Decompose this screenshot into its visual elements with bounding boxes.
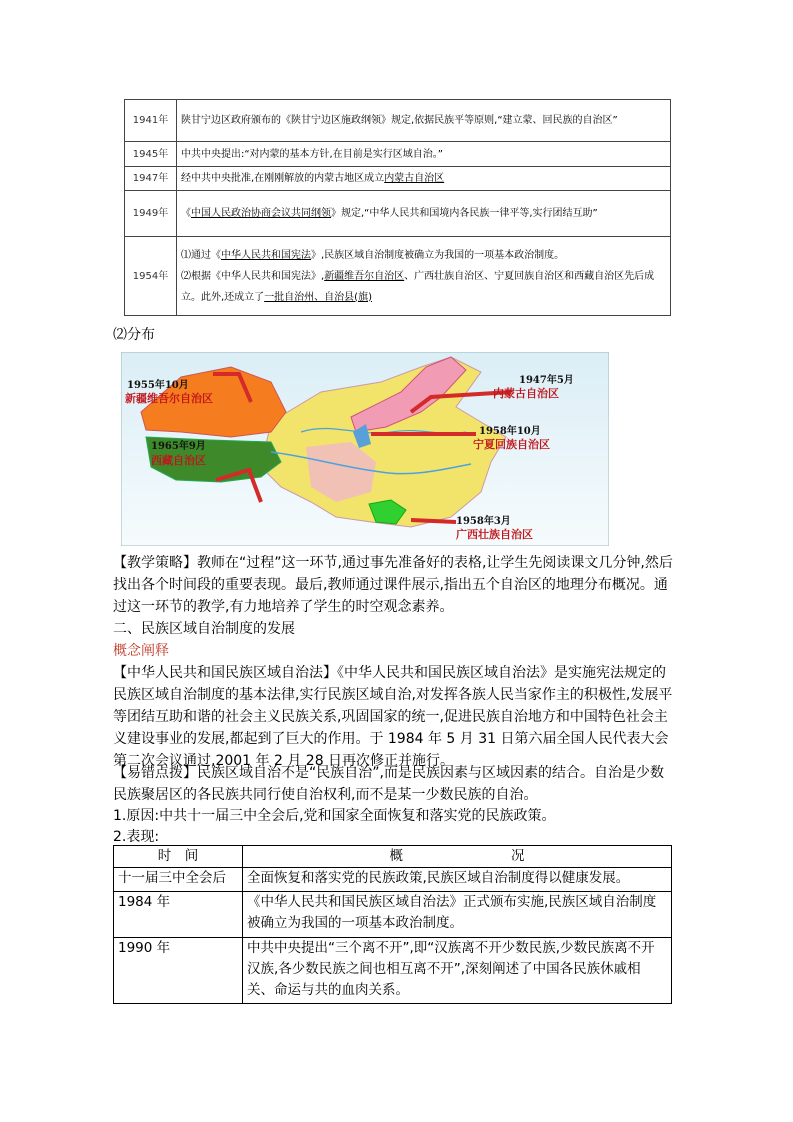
- event-cell: [177, 167, 671, 191]
- table-row: [125, 191, 671, 237]
- table-header-row: [114, 846, 672, 868]
- desc-cell: 《中华人民共和国民族区域自治法》正式颁布实施,民族区域自治制度被确立为我国的一项基本政治制度。: [243, 892, 672, 938]
- event-underlined-text: 内蒙古自治区: [384, 173, 445, 184]
- year-cell: 1945年: [125, 142, 177, 167]
- event-line: [181, 266, 666, 308]
- table-row: [125, 100, 671, 142]
- year-cell: 1954年: [125, 237, 177, 316]
- table-row: [125, 167, 671, 191]
- table-row: [114, 892, 672, 938]
- guangxi-name-label: 广西壮族自治区: [456, 528, 533, 541]
- history-table: [124, 99, 671, 316]
- time-cell: 1984 年: [114, 892, 243, 938]
- event-underlined-text: 一批自治州、自治县(旗): [264, 291, 372, 303]
- inner-mongolia-name-label: 内蒙古自治区: [493, 387, 559, 400]
- teaching-strategy-paragraph: 【教学策略】教师在“过程”这一环节,通过事先准备好的表格,让学生先阅读课文几分钟,然后找出各个时间段的重要表现。最后,教师通过课件展示,指出五个自治区的地理分布概况。通过这一环节的教学,有力地培养了学生的时空观念素养。: [113, 555, 673, 615]
- ningxia-name-label: 宁夏回族自治区: [473, 438, 550, 451]
- event-text: 经中共中央批准,在刚刚解放的内蒙古地区成立: [181, 173, 385, 184]
- event-text: 《: [181, 208, 191, 219]
- tibet-name-label: 西藏自治区: [151, 454, 206, 467]
- ningxia-date-label: 1958年10月: [479, 426, 541, 437]
- reason-line: 1.原因:中共十一届三中全会后,党和国家全面恢复和落实党的民族政策。: [113, 808, 556, 824]
- easy-error-paragraph: 【易错点拨】民族区域自治不是“民族自治”,而是民族因素与区域因素的结合。自治是少数民族聚居区的各民族共同行使自治权利,而不是某一少数民族的自治。: [113, 765, 664, 803]
- performance-line: 2.表现:: [113, 829, 160, 845]
- xinjiang-date-label: 1955年10月: [127, 380, 189, 391]
- event-underlined-text: 中国人民政治协商会议共同纲领: [191, 208, 331, 219]
- header-desc: 概 况: [243, 846, 672, 868]
- law-paragraph: 【中华人民共和国民族区域自治法】《中华人民共和国民族区域自治法》是实施宪法规定的民族区域自治制度的基本法律,实行民族区域自治,对发挥各族人民当家作主的积极性,发展平等团结互助和谐的社会主义民族关系,巩固国家的统一,促进民族自治地方和中国特色社会主义建设事业的发展,都起到了巨大的作用。于 1984 年 5 月 31 日第六届全国人民代表大会第二次会议通过,2001 年 2 月 28 日再次修正并施行。: [113, 665, 673, 769]
- event-text: 、广西壮族自治区、宁夏回族自治区和西藏自治区先后成立。此外,还成立了: [181, 270, 655, 303]
- event-cell: [177, 191, 671, 237]
- autonomous-regions-map: [121, 352, 609, 546]
- development-table: [113, 845, 672, 1004]
- inner-mongolia-date-label: 1947年5月: [519, 375, 574, 386]
- header-time: 时 间: [114, 846, 243, 868]
- table-row: [125, 237, 671, 316]
- table-row: [125, 142, 671, 167]
- table-row: [114, 938, 672, 1004]
- concept-heading: 概念阐释: [113, 643, 169, 659]
- event-text: 》规定,“中华人民共和国境内各民族一律平等,实行团结互助”: [331, 208, 598, 219]
- tibet-date-label: 1965年9月: [151, 441, 206, 452]
- event-text: 》,民族区域自治制度被确立为我国的一项基本政治制度。: [311, 249, 565, 261]
- year-cell: 1949年: [125, 191, 177, 237]
- event-text: ⑴通过《: [181, 249, 221, 261]
- guangxi-date-label: 1958年3月: [456, 516, 511, 527]
- year-cell: 1947年: [125, 167, 177, 191]
- event-underlined-text: 新疆维吾尔自治区: [324, 270, 405, 282]
- table-row: [114, 868, 672, 892]
- xinjiang-name-label: 新疆维吾尔自治区: [125, 392, 213, 405]
- time-cell: 十一届三中全会后: [114, 868, 243, 892]
- event-underlined-text: 中华人民共和国宪法: [221, 249, 311, 261]
- desc-cell: 中共中央提出“三个离不开”,即“汉族离不开少数民族,少数民族离不开汉族,各少数民族之间也相互离不开”,深刻阐述了中国各民族休戚相关、命运与共的血肉关系。: [243, 938, 672, 1004]
- event-text: ⑵根据《中华人民共和国宪法》,: [181, 270, 325, 282]
- section-heading: 二、民族区域自治制度的发展: [113, 621, 295, 637]
- event-cell: 陕甘宁边区政府颁布的《陕甘宁边区施政纲领》规定,依据民族平等原则,“建立蒙、回民族的自治区”: [177, 100, 671, 142]
- year-cell: 1941年: [125, 100, 177, 142]
- desc-cell: 全面恢复和落实党的民族政策,民族区域自治制度得以健康发展。: [243, 868, 672, 892]
- event-cell: 中共中央提出:“对内蒙的基本方针,在目前是实行区域自治。”: [177, 142, 671, 167]
- pointer-line: [411, 520, 456, 522]
- section-subtitle: ⑵分布: [113, 327, 155, 343]
- event-line: [181, 245, 666, 266]
- time-cell: 1990 年: [114, 938, 243, 1004]
- event-cell: [177, 237, 671, 316]
